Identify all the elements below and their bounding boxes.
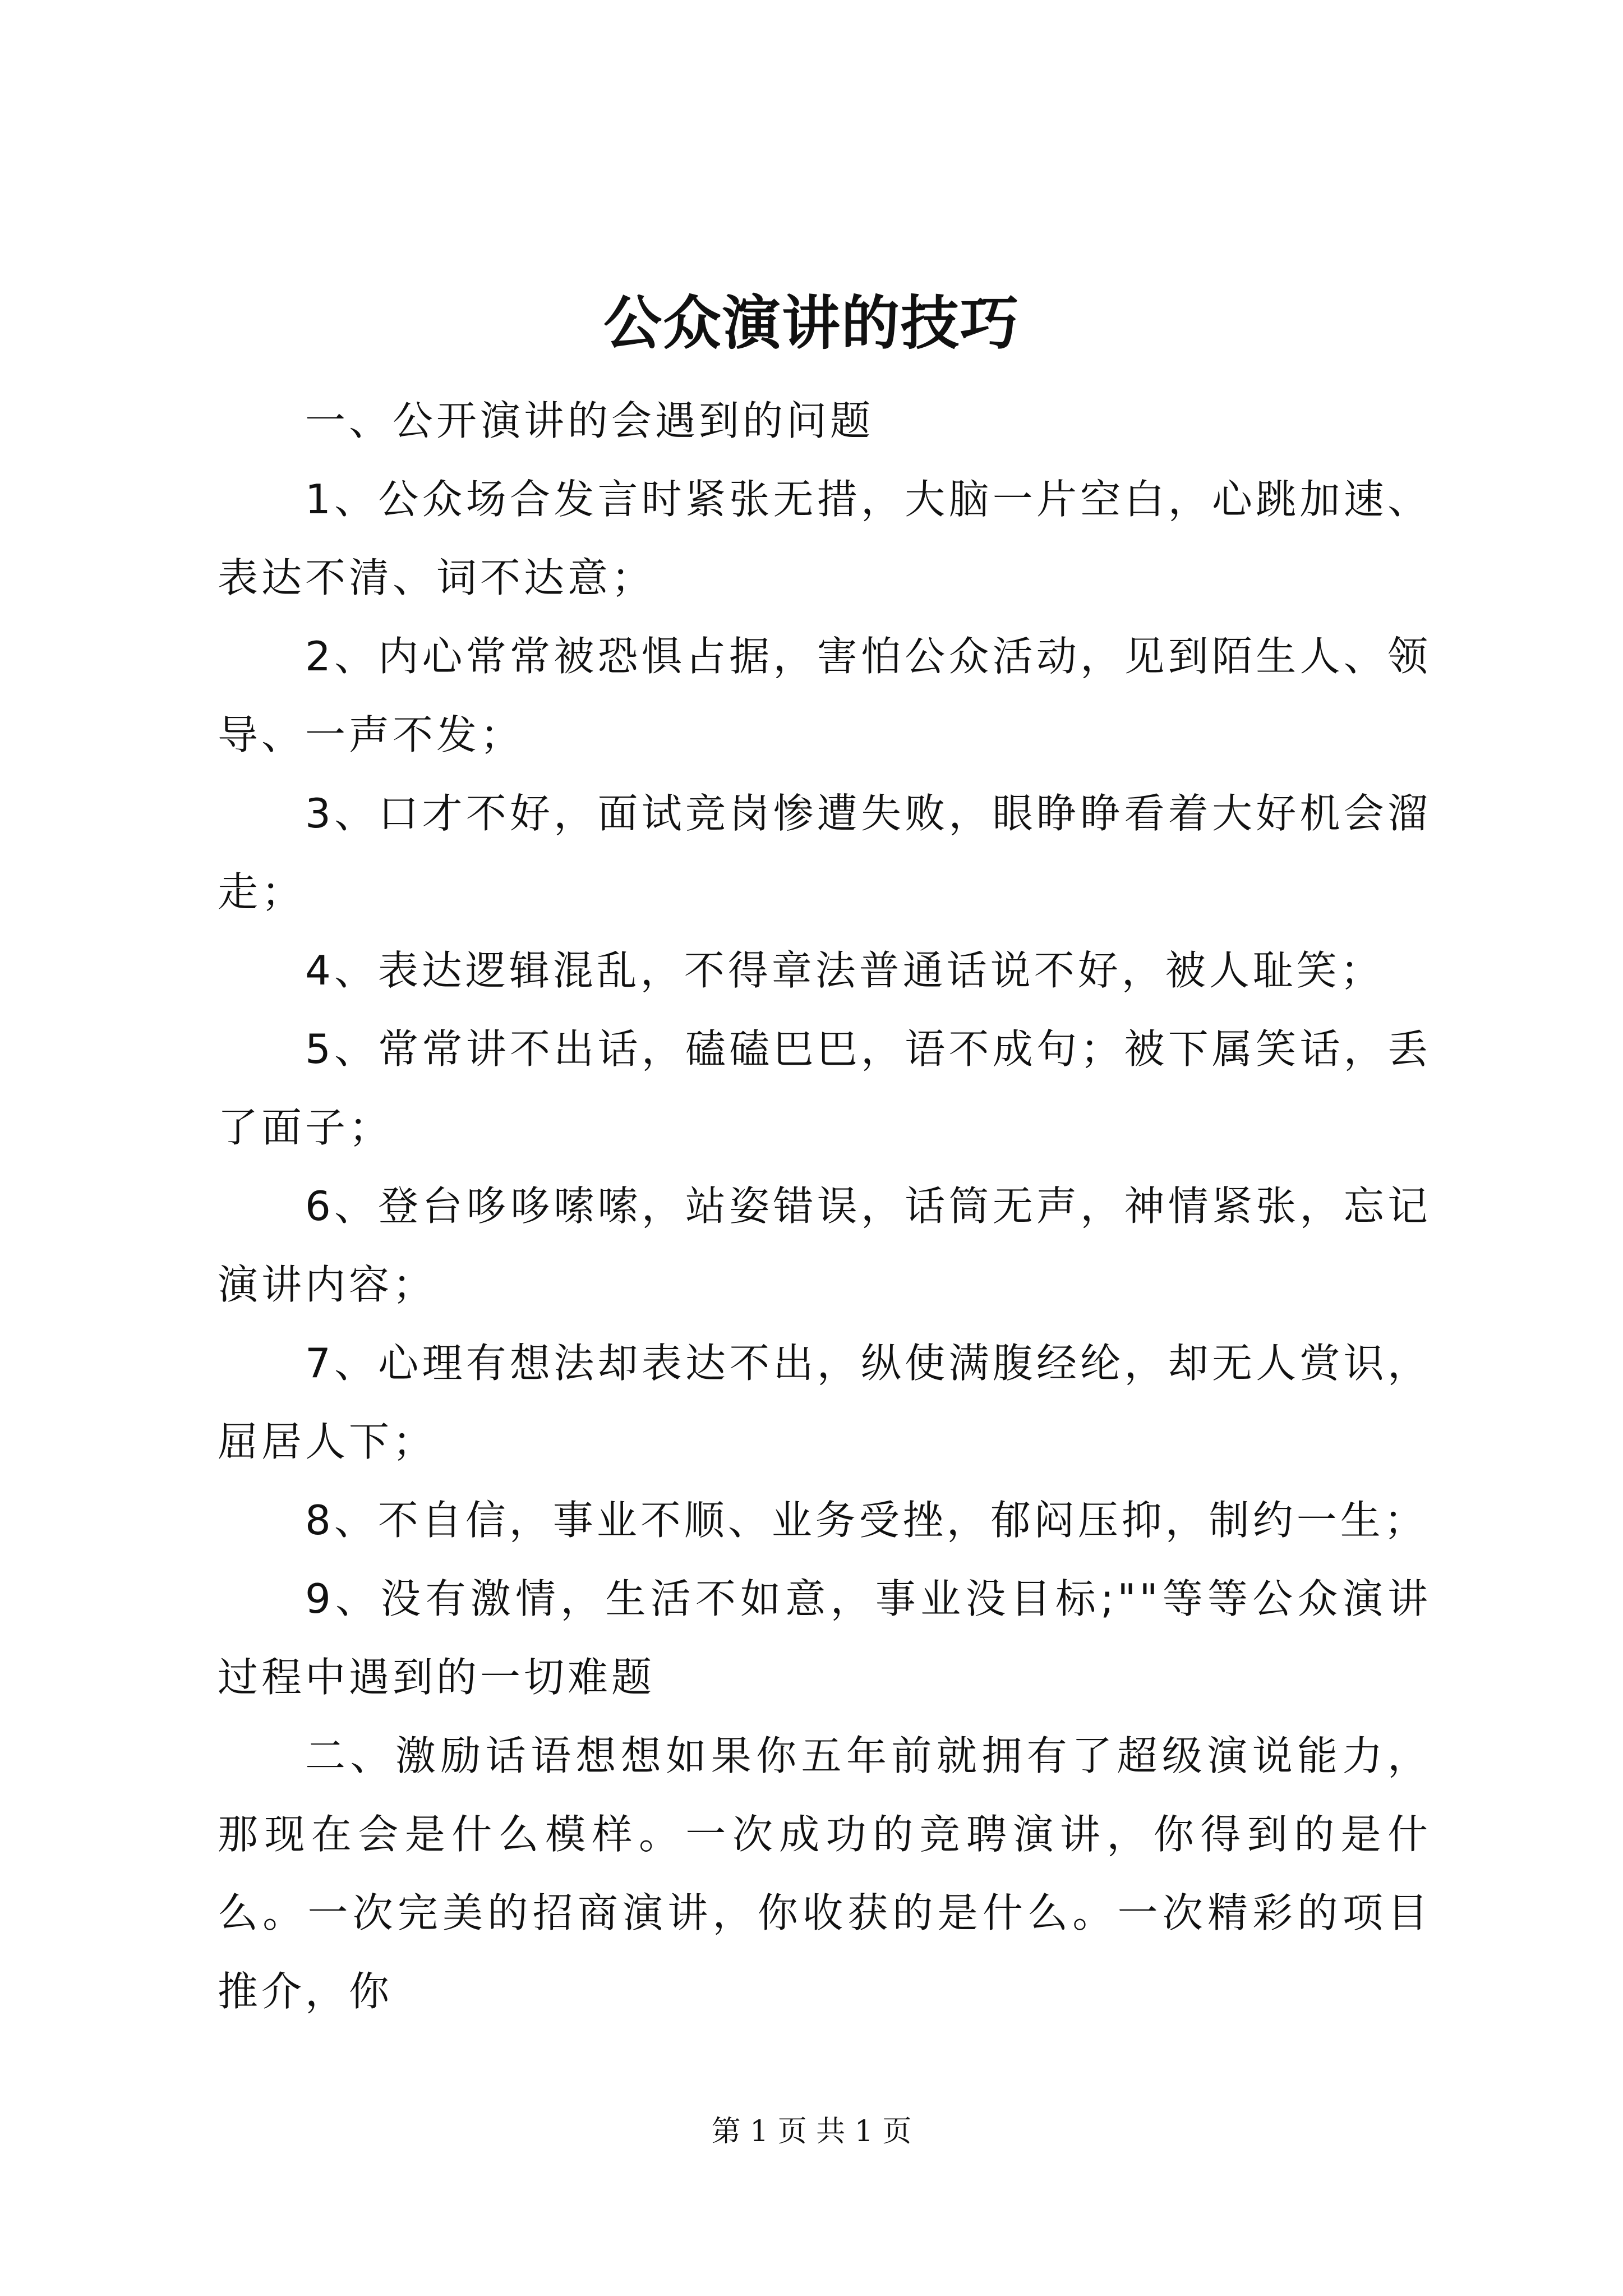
list-item-7: 7、心理有想法却表达不出，纵使满腹经纶，却无人赏识，屈居人下；	[218, 1340, 1431, 1465]
page-footer: 第 1 页 共 1 页	[711, 2115, 912, 2148]
list-item-8: 8、不自信，事业不顺、业务受挫，郁闷压抑，制约一生；	[305, 1497, 1428, 1544]
document-title: 公众演讲的技巧	[603, 288, 1020, 357]
section-heading-problems: 一、公开演讲的会遇到的问题	[305, 397, 874, 444]
section-motivation-paragraph: 二、激励话语想想如果你五年前就拥有了超级演说能力，那现在会是什么模样。一次成功的竞聘演讲，你得到的是什么。一次完美的招商演讲，你收获的是什么。一次精彩的项目推介，你	[218, 1732, 1431, 2015]
list-item-6: 6、登台哆哆嗦嗦，站姿错误，话筒无声，神情紧张，忘记演讲内容；	[218, 1182, 1431, 1308]
list-item-1: 1、公众场合发言时紧张无措，大脑一片空白，心跳加速、表达不清、词不达意；	[218, 476, 1431, 601]
list-item-9: 9、没有激情，生活不如意，事业没目标;""等等公众演讲过程中遇到的一切难题	[218, 1575, 1431, 1701]
list-item-3: 3、口才不好，面试竞岗惨遭失败，眼睁睁看着大好机会溜走；	[218, 790, 1431, 915]
list-item-5: 5、常常讲不出话，磕磕巴巴，语不成句；被下属笑话，丢了面子；	[218, 1025, 1431, 1151]
list-item-2: 2、内心常常被恐惧占据，害怕公众活动，见到陌生人、领导、一声不发；	[218, 633, 1431, 758]
list-item-4: 4、表达逻辑混乱，不得章法普通话说不好，被人耻笑；	[305, 947, 1384, 994]
document-body	[218, 381, 1431, 2031]
